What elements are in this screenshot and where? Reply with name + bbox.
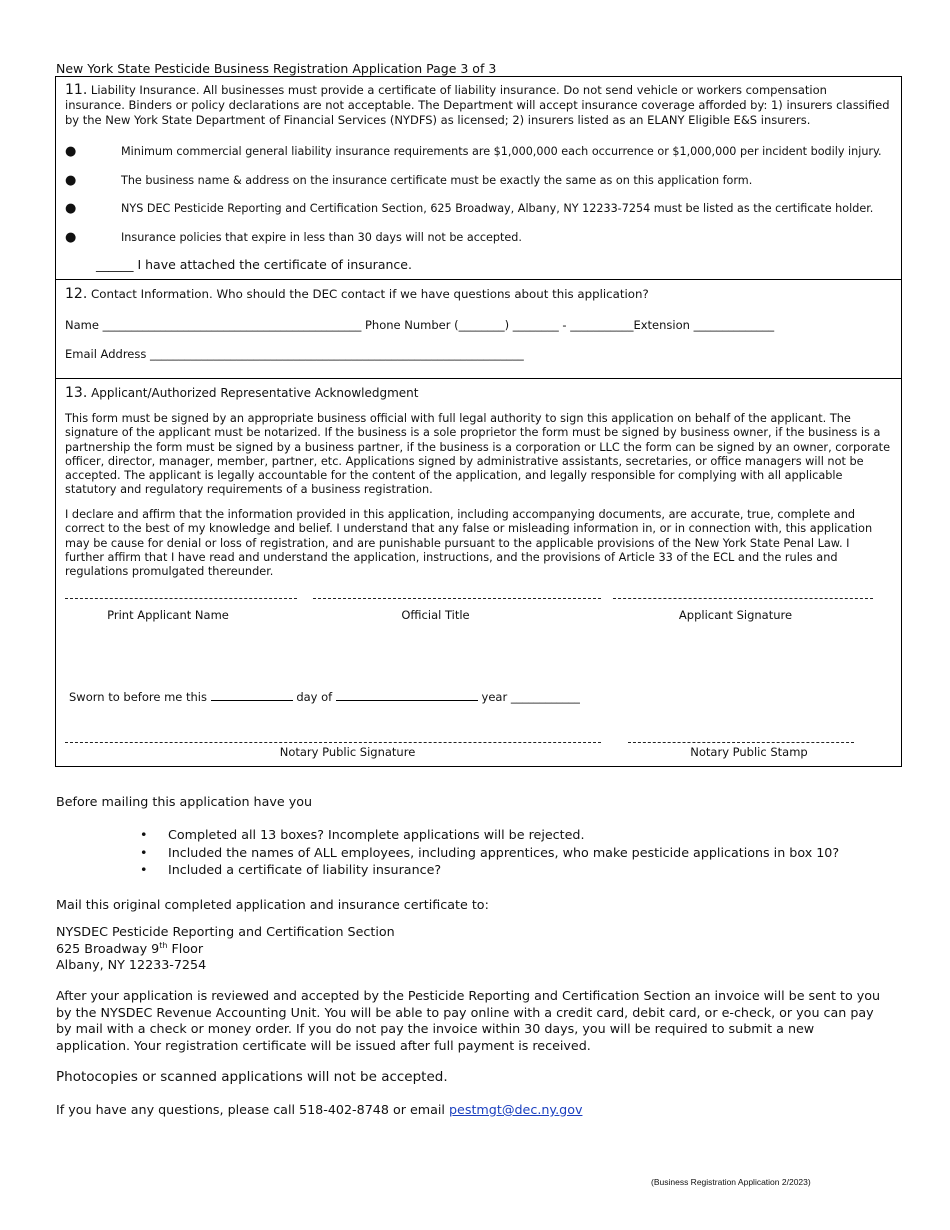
address-line-2: 625 Broadway 9th Floor xyxy=(56,940,204,956)
section-13-heading: 13. Applicant/Authorized Representative Acknowledgment xyxy=(65,385,419,401)
photocopies-notice: Photocopies or scanned applications will not be accepted. xyxy=(56,1069,448,1085)
insurance-requirement: ● Insurance policies that expire in less than 30 days will not be accepted. xyxy=(65,230,522,245)
email-link[interactable]: pestmgt@dec.ny.gov xyxy=(448,1102,583,1117)
mail-intro: Mail this original completed application and insurance certificate to: xyxy=(56,897,489,912)
address-line-3: Albany, NY 12233-7254 xyxy=(56,957,207,972)
applicant-signature-line[interactable] xyxy=(613,598,873,599)
official-title-label: Official Title xyxy=(401,608,470,622)
bullet-icon: ● xyxy=(65,201,77,216)
sworn-month-field[interactable] xyxy=(336,689,478,701)
bullet-icon: ● xyxy=(65,230,77,245)
notary-signature-line[interactable] xyxy=(65,742,601,743)
section-11-text: Liability Insurance. All businesses must provide a certificate of liability insurance. Do not send vehicle or workers compensation insurance. Binders or policy declarations are not acceptable. The Department will accept insurance coverage afforded by: 1) insurers classified by the New York State Department of Financial Services (NYDFS) as licensed; 2) insurers listed as an ELANY Eligible E&S insurers. xyxy=(65,83,890,127)
section-12-heading: 12. Contact Information. Who should the DEC contact if we have questions about this application? xyxy=(65,286,649,302)
section-11-number: 11. xyxy=(65,82,88,98)
page-title: New York State Pesticide Business Registration Application Page 3 of 3 xyxy=(56,61,497,76)
notary-public-stamp-label: Notary Public Stamp xyxy=(690,745,808,759)
mailing-checklist xyxy=(140,826,839,879)
notary-public-signature-label: Notary Public Signature xyxy=(279,745,416,759)
list-item: • Included a certificate of liability insurance? xyxy=(140,861,839,879)
notary-stamp-line[interactable] xyxy=(628,742,854,743)
official-title-signature-line[interactable] xyxy=(313,598,601,599)
checklist-intro: Before mailing this application have you xyxy=(56,794,313,809)
contact-email-field[interactable]: Email Address _________________________________________________________________ xyxy=(65,347,524,361)
address-line-1: NYSDEC Pesticide Reporting and Certification Section xyxy=(56,924,395,939)
sworn-day-field[interactable] xyxy=(211,689,293,701)
application-form xyxy=(55,76,902,767)
declaration-paragraph: I declare and affirm that the information provided in this application, including accompanying documents, are accurate, true, complete and correct to the best of my knowledge and belief. I understand that any false or misleading information in, or in connection with, this application may be cause for denial or loss of registration, and are punishable pursuant to the applicable provisions of the New York State Penal Law. I further affirm that I have read and understand the application, instructions, and the provisions of Article 33 of the ECL and the rules and regulations promulgated thereunder. xyxy=(65,508,873,579)
section-11-intro xyxy=(65,83,890,128)
list-item: • Completed all 13 boxes? Incomplete applications will be rejected. xyxy=(140,826,839,844)
section-12-number: 12. xyxy=(65,286,88,302)
questions-line: If you have any questions, please call 518-402-8748 or email pestmgt@dec.ny.gov xyxy=(56,1102,583,1117)
form-version-footer: (Business Registration Application 2/2023) xyxy=(651,1177,811,1187)
insurance-requirement: ● NYS DEC Pesticide Reporting and Certification Section, 625 Broadway, Albany, NY 12233-7254 must be listed as the certificate holder. xyxy=(65,201,874,216)
print-applicant-name-label: Print Applicant Name xyxy=(107,608,229,622)
notary-sworn-line: Sworn to before me this day of year ____________ xyxy=(69,690,580,704)
section-13-number: 13. xyxy=(65,385,88,401)
mailing-address xyxy=(56,924,395,974)
insurance-requirement: ● Minimum commercial general liability insurance requirements are $1,000,000 each occurrence or $1,000,000 per incident bodily injury. xyxy=(65,144,882,159)
bullet-icon: ● xyxy=(65,144,77,159)
payment-instructions: After your application is reviewed and accepted by the Pesticide Reporting and Certification Section an invoice will be sent to you by the NYSDEC Revenue Accounting Unit. You will be able to pay online with a credit card, debit card, or e-check, or you can pay by mail with a check or money order. If you do not pay the invoice within 30 days, you will be required to submit a new application. Your registration certificate will be issued after full payment is received. xyxy=(56,988,881,1053)
section-11-liability-insurance xyxy=(56,77,901,280)
insurance-attached-checkbox-line[interactable]: ______ I have attached the certificate of insurance. xyxy=(96,257,412,272)
sworn-year-field[interactable]: year ____________ xyxy=(481,690,580,704)
insurance-requirement: ● The business name & address on the insurance certificate must be exactly the same as on this application form. xyxy=(65,173,753,188)
section-12-contact-information xyxy=(56,280,901,379)
section-13-acknowledgment xyxy=(56,379,901,766)
contact-name-phone-field[interactable]: Name _____________________________________________ Phone Number (________) ________ - ___________Extension ______________ xyxy=(65,318,775,332)
list-item: • Included the names of ALL employees, including apprentices, who make pesticide applications in box 10? xyxy=(140,844,839,862)
print-name-signature-line[interactable] xyxy=(65,598,297,599)
signature-requirements-paragraph: This form must be signed by an appropriate business official with full legal authority to sign this application on behalf of the applicant. The signature of the applicant must be notarized. If the business is a sole proprietor the form must be signed by business owner, if the business is a partnership the form must be signed by a business partner, if the business is a corporation or LLC the form can be signed by an owner, corporate officer, director, manager, member, partner, etc. Applications signed by administrative assistants, secretaries, or office managers will not be accepted. The applicant is legally accountable for the content of the application, and legally responsible for complying with all applicable statutory and regulatory requirements of a business registration. xyxy=(65,412,891,497)
bullet-icon: ● xyxy=(65,173,77,188)
applicant-signature-label: Applicant Signature xyxy=(678,608,793,622)
